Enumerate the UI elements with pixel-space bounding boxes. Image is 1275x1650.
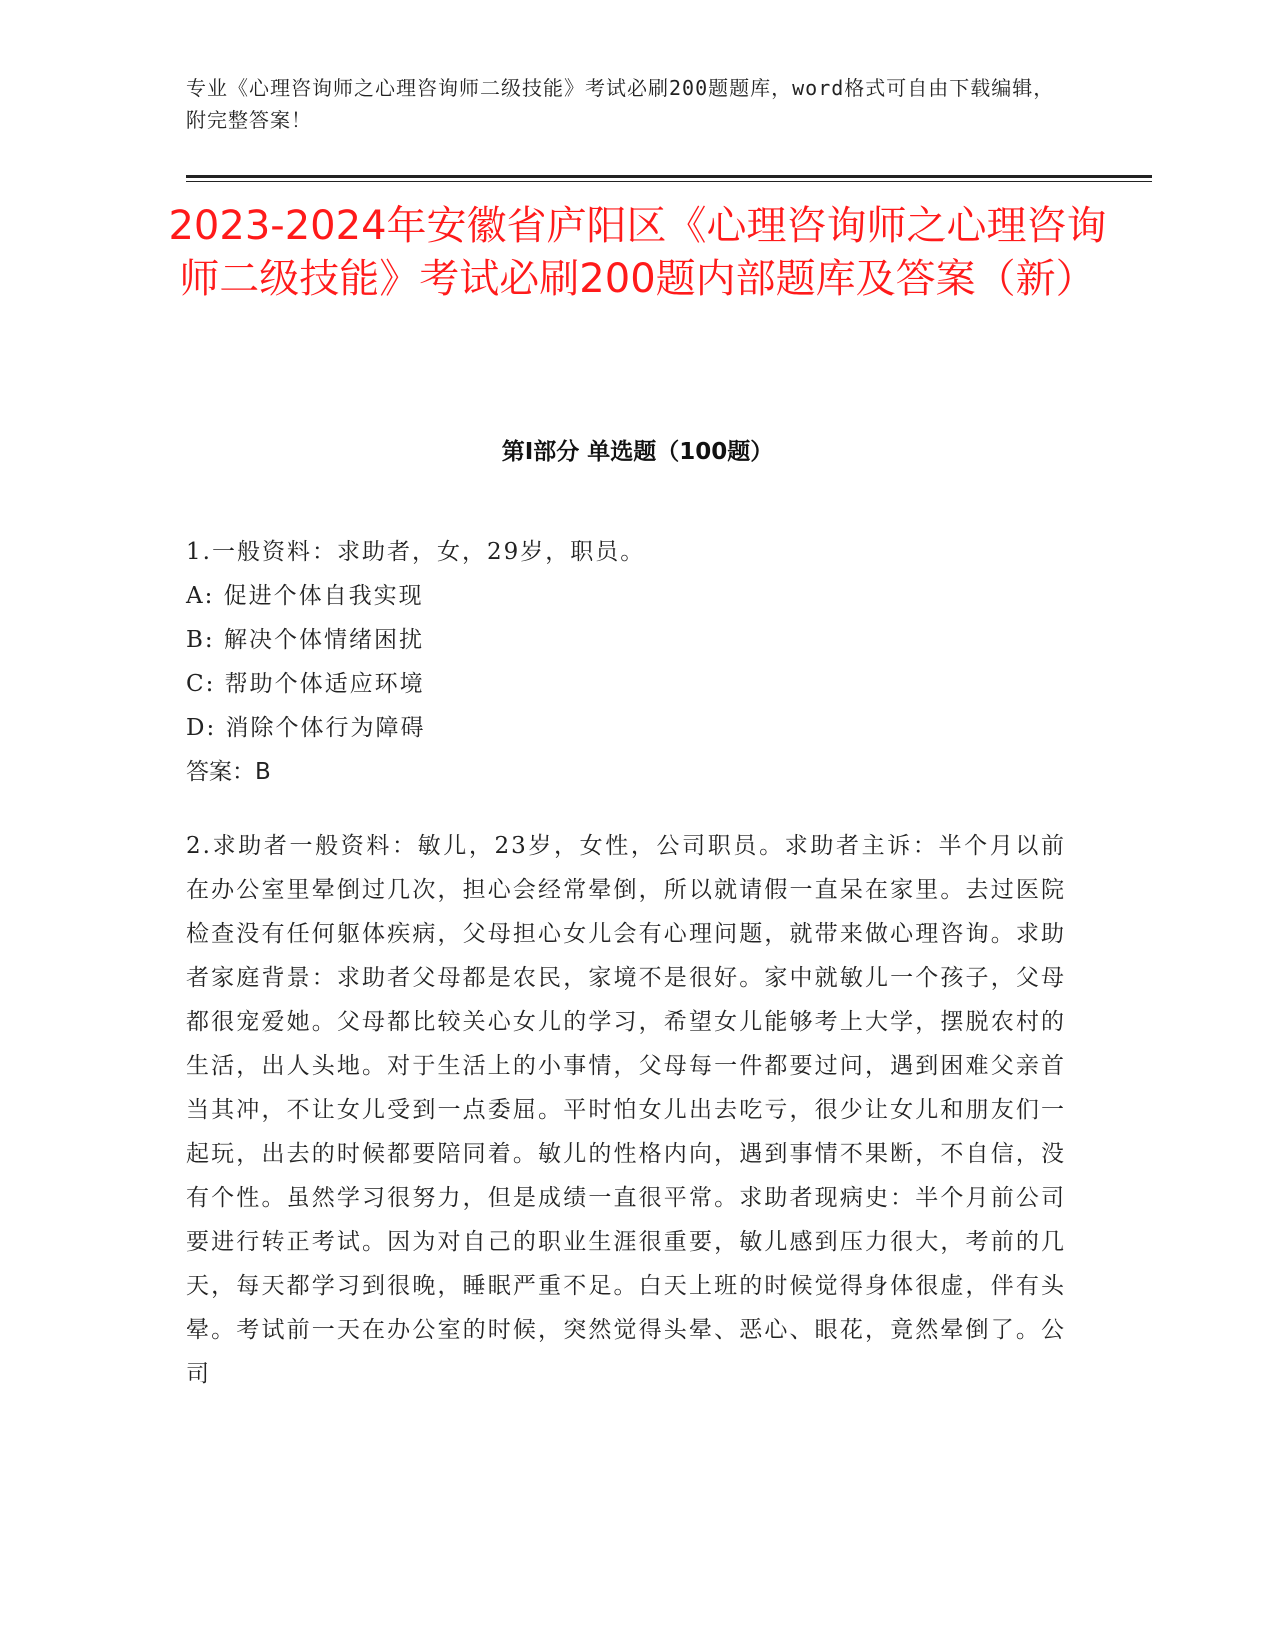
question-stem: 1.一般资料：求助者，女，29岁，职员。 bbox=[186, 539, 646, 565]
section-heading: 第Ⅰ部分 单选题（100题） bbox=[501, 439, 774, 465]
header-divider-thick bbox=[186, 175, 1152, 178]
document-title: 2023-2024年安徽省庐阳区《心理咨询师之心理咨询师二级技能》考试必刷200题内部题库及答案（新） bbox=[168, 203, 1107, 302]
header-note: 专业《心理咨询师之心理咨询师二级技能》考试必刷200题题库，word格式可自由下载编辑，附完整答案！ bbox=[186, 76, 1055, 132]
option-c: C: 帮助个体适应环境 bbox=[186, 671, 425, 697]
answer-label: 答案：B bbox=[186, 759, 271, 785]
question-2 bbox=[186, 824, 1066, 1396]
header-divider-thin bbox=[186, 181, 1152, 182]
question-stem: 2.求助者一般资料：敏儿，23岁，女性，公司职员。求助者主诉：半个月以前在办公室里晕倒过几次，担心会经常晕倒，所以就请假一直呆在家里。去过医院检查没有任何躯体疾病，父母担心女儿会有心理问题，就带来做心理咨询。求助者家庭背景：求助者父母都是农民，家境不是很好。家中就敏儿一个孩子，父母都很宠爱她。父母都比较关心女儿的学习，希望女儿能够考上大学，摆脱农村的生活，出人头地。对于生活上的小事情，父母每一件都要过问，遇到困难父亲首当其冲，不让女儿受到一点委屈。平时怕女儿出去吃亏，很少让女儿和朋友们一起玩，出去的时候都要陪同着。敏儿的性格内向，遇到事情不果断，不自信，没有个性。虽然学习很努力，但是成绩一直很平常。求助者现病史：半个月前公司要进行转正考试。因为对自己的职业生涯很重要，敏儿感到压力很大，考前的几天，每天都学习到很晚，睡眠严重不足。白天上班的时候觉得身体很虚，伴有头晕。考试前一天在办公室的时候，突然觉得头晕、恶心、眼花，竟然晕倒了。公司 bbox=[186, 833, 1066, 1387]
question-1 bbox=[186, 530, 1066, 794]
option-b: B: 解决个体情绪困扰 bbox=[186, 627, 424, 653]
option-d: D: 消除个体行为障碍 bbox=[186, 715, 426, 741]
option-a: A: 促进个体自我实现 bbox=[186, 583, 424, 609]
